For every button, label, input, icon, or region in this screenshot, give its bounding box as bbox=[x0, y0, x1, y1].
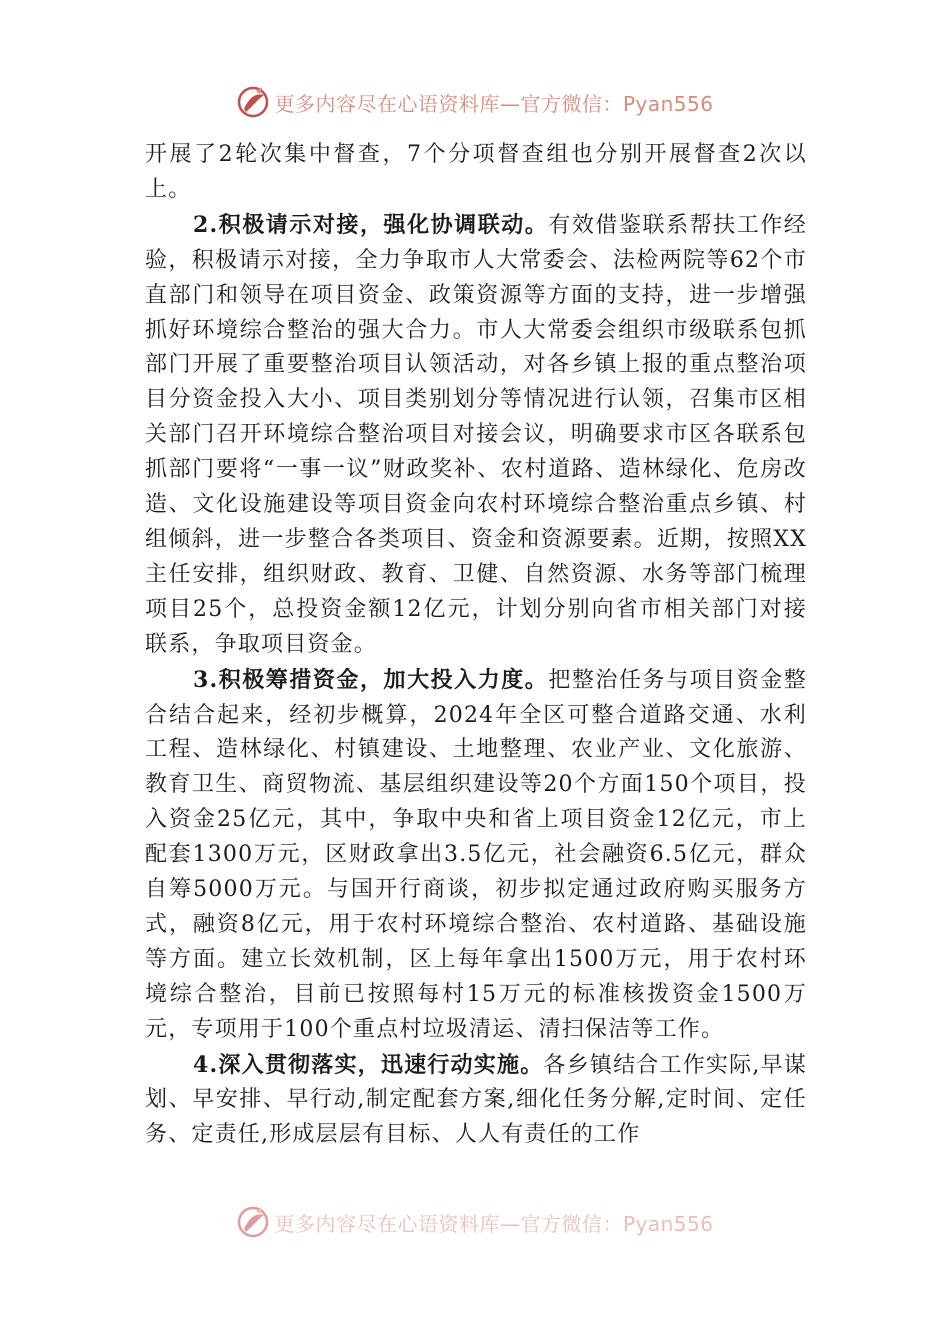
paragraph-4-heading: 4.深入贯彻落实，迅速行动实施。 bbox=[193, 1051, 544, 1078]
paragraph-3-heading: 3.积极筹措资金，加大投入力度。 bbox=[193, 666, 549, 693]
paragraph-4-text: 各乡镇结合工作实际,早谋划、早安排、早行动,制定配套方案,细化任务分解,定时间、定任务、定责任,形成层层有目标、人人有责任的工作 bbox=[145, 1052, 807, 1148]
watermark-logo-icon bbox=[236, 85, 270, 119]
watermark-footer bbox=[0, 1202, 950, 1242]
watermark-text: 更多内容尽在心语资料库—官方微信：Pyan556 bbox=[274, 91, 714, 116]
paragraph-1-text: 开展了2轮次集中督查，7个分项督查组也分别开展督查2次以上。 bbox=[145, 142, 807, 202]
document-body bbox=[145, 138, 807, 1153]
paragraph-3-text: 把整治任务与项目资金整合结合起来，经初步概算，2024年全区可整合道路交通、水利工程、造林绿化、村镇建设、土地整理、农业产业、文化旅游、教育卫生、商贸物流、基层组织建设等20个方面150个项目，投入资金25亿元，其中，争取中央和省上项目资金12亿元，市上配套1300万元，区财政拿出3.5亿元，社会融资6.5亿元，群众自筹5000万元。与国开行商谈，初步拟定通过政府购买服务方式，融资8亿元，用于农村环境综合整治、农村道路、基础设施等方面。建立长效机制，区上每年拿出1500万元，用于农村环境综合整治，目前已按照每村15万元的标准核拨资金1500万元，专项用于100个重点村垃圾清运、清扫保洁等工作。 bbox=[145, 667, 807, 1042]
paragraph-4 bbox=[145, 1048, 807, 1154]
watermark-text: 更多内容尽在心语资料库—官方微信：Pyan556 bbox=[274, 1211, 714, 1236]
paragraph-2-heading: 2.积极请示对接，强化协调联动。 bbox=[193, 211, 549, 238]
paragraph-2-text: 有效借鉴联系帮扶工作经验，积极请示对接，全力争取市人大常委会、法检两院等62个市直部门和领导在项目资金、政策资源等方面的支持，进一步增强抓好环境综合整治的强大合力。市人大常委会组织市级联系包抓部门开展了重要整治项目认领活动，对各乡镇上报的重点整治项目分资金投入大小、项目类别划分等情况进行认领，召集市区相关部门召开环境综合整治项目对接会议，明确要求市区各联系包抓部门要将“一事一议”财政奖补、农村道路、造林绿化、危房改造、文化设施建设等项目资金向农村环境综合整治重点乡镇、村组倾斜，进一步整合各类项目、资金和资源要素。近期，按照XX主任安排，组织财政、教育、卫健、自然资源、水务等部门梳理项目25个，总投资金额12亿元，计划分别向省市相关部门对接联系，争取项目资金。 bbox=[145, 212, 807, 657]
paragraph-1 bbox=[145, 138, 807, 208]
paragraph-3 bbox=[145, 663, 807, 1048]
paragraph-2 bbox=[145, 208, 807, 663]
watermark-logo-icon bbox=[236, 1205, 270, 1239]
watermark-header bbox=[0, 82, 950, 122]
